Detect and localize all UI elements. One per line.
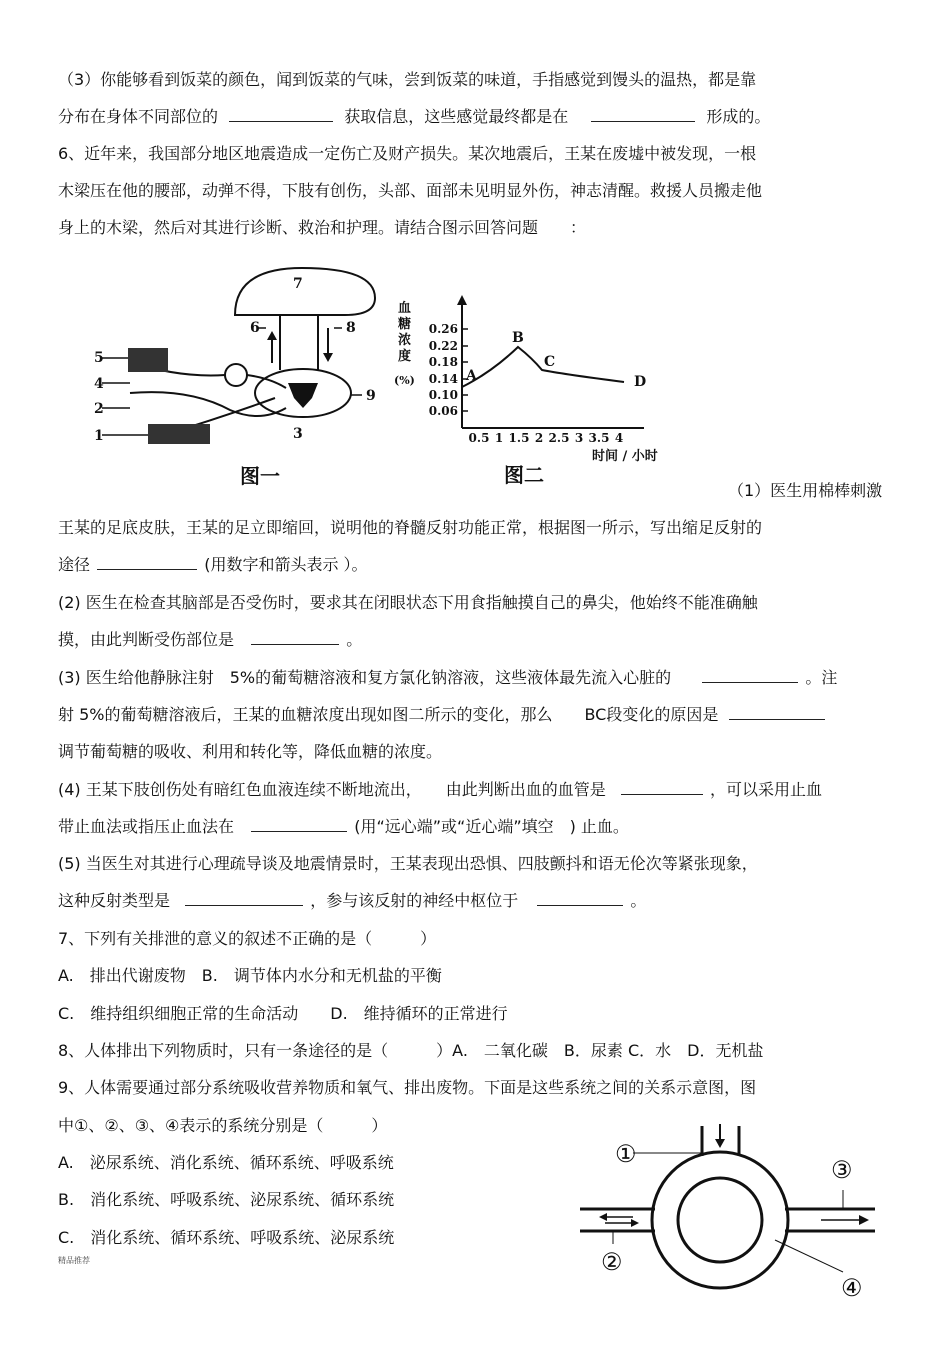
skin-receptor-block [128, 348, 168, 372]
text: 。 [346, 630, 363, 649]
text: (用“远心端”或“近心端”填空 ) 止血。 [354, 817, 629, 836]
figure-reflex-arc [90, 258, 400, 493]
line-q7-options-ab: A. 排出代谢废物 B. 调节体内水分和无机盐的平衡 [58, 966, 442, 985]
line-q6-5q: (5) 当医生对其进行心理疏导谈及地震情景时，王某表现出恐惧、四肢颤抖和语无伦次等紧张现象， [58, 854, 758, 873]
line-q6-1-cont: 王某的足底皮肤，王某的足立即缩回，说明他的脊髓反射功能正常，根据图一所示，写出缩足反射的 [58, 518, 763, 537]
inner-ring [678, 1178, 762, 1262]
figure-blood-sugar-chart [392, 292, 712, 492]
line-q6-2-answer [58, 630, 362, 650]
fig2-ylabel-2: 浓 [398, 333, 412, 348]
fig1-label-4: 4 [94, 376, 104, 392]
answer-blank[interactable] [537, 891, 623, 906]
fig3-label-3: ③ [831, 1156, 853, 1184]
brain-shape [235, 268, 375, 315]
fig3-label-1: ① [615, 1140, 637, 1168]
fig2-ylabel-3: 度 [398, 349, 412, 364]
answer-blank[interactable] [591, 107, 695, 122]
fig2-ylabel-0: 血 [398, 301, 412, 316]
figure-system-diagram [575, 1120, 895, 1310]
answer-blank[interactable] [729, 705, 825, 720]
answer-blank[interactable] [702, 668, 798, 683]
xtick: 2 [534, 431, 544, 445]
ytick: 0.10 [428, 388, 458, 402]
point-label-b: B [512, 330, 524, 346]
point-label-d: D [634, 374, 647, 390]
text: 这种反射类型是 [58, 891, 171, 910]
line-q6-3-end: 调节葡萄糖的吸收、利用和转化等，降低血糖的浓度。 [58, 742, 443, 761]
answer-blank[interactable] [251, 817, 347, 832]
line-q6-2: 木梁压在他的腰部，动弹不得，下肢有创伤，头部、面部未见明显外伤，神志清醒。救援人员搬走他 [58, 181, 763, 200]
line-q6-3q [58, 668, 837, 688]
line-q6-2q: (2) 医生在检查其脑部是否受伤时，要求其在闭眼状态下用食指触摸自己的鼻尖，他始终不能准确触 [58, 593, 758, 612]
answer-blank[interactable] [185, 891, 303, 906]
fig1-label-2: 2 [94, 401, 104, 417]
muscle-effector-block [148, 424, 210, 444]
ytick: 0.26 [428, 322, 458, 336]
fig1-label-8: 8 [346, 320, 356, 336]
fig2-caption: 图二 [504, 463, 544, 487]
fig2-xlabel: 时间 / 小时 [592, 449, 658, 464]
grey-matter [288, 383, 318, 408]
blood-sugar-curve [462, 347, 624, 387]
line-q7: 7、下列有关排泄的意义的叙述不正确的是（ ） [58, 929, 437, 948]
text: 分布在身体不同部位的 [58, 107, 219, 126]
line-q7-options-cd: C. 维持组织细胞正常的生命活动 D. 维持循环的正常进行 [58, 1004, 508, 1023]
line-q9-option-b: B. 消化系统、呼吸系统、泌尿系统、循环系统 [58, 1190, 395, 1209]
line-q9-option-a: A. 泌尿系统、消化系统、循环系统、呼吸系统 [58, 1153, 394, 1172]
fig1-caption: 图一 [240, 464, 280, 488]
ytick: 0.14 [428, 372, 458, 386]
line-q6: 6、近年来，我国部分地区地震造成一定伤亡及财产损失。某次地震后，王某在废墟中被发现，一根 [58, 144, 757, 163]
fig2-ylabel-1: 糖 [398, 317, 412, 332]
text: (3) 医生给他静脉注射 5%的葡萄糖溶液和复方氯化钠溶液，这些液体最先流入心脏的 [58, 668, 672, 687]
line-q6-4-cont [58, 817, 629, 837]
fig2-ylabel-4: (%) [394, 374, 415, 387]
text: 形成的。 [706, 107, 771, 126]
xtick: 3.5 [588, 431, 610, 445]
ytick: 0.18 [428, 355, 458, 369]
outer-ring [652, 1152, 788, 1288]
line-q3: （3）你能够看到饭菜的颜色，闻到饭菜的气味，尝到饭菜的味道，手指感觉到馒头的温热，都是靠 [58, 70, 757, 89]
xtick: 1.5 [508, 431, 530, 445]
answer-blank[interactable] [97, 555, 197, 570]
line-q6-5-answer [58, 891, 646, 911]
point-label-c: C [544, 354, 556, 370]
fig1-label-1: 1 [94, 428, 104, 444]
text: ，可以采用止血 [709, 780, 822, 799]
text: 获取信息，这些感觉最终都是在 [344, 107, 569, 126]
text: 带止血法或指压止血法在 [58, 817, 235, 836]
line-q3-cont [58, 107, 770, 127]
xtick: 2.5 [548, 431, 570, 445]
line-q6-4q [58, 780, 822, 800]
text: 途径 [58, 555, 91, 574]
answer-blank[interactable] [621, 780, 703, 795]
ytick: 0.22 [428, 339, 458, 353]
xtick: 1 [494, 431, 504, 445]
page-footer: 精品推荐 [58, 1256, 90, 1265]
text: 摸，由此判断受伤部位是 [58, 630, 235, 649]
line-q6-3: 身上的木梁，然后对其进行诊断、救治和护理。请结合图示回答问题 ： [58, 218, 587, 237]
line-q9-option-c: C. 消化系统、循环系统、呼吸系统、泌尿系统 [58, 1228, 395, 1247]
fig3-label-2: ② [601, 1248, 623, 1276]
text: (用数字和箭头表示 ）。 [204, 555, 368, 574]
line-q9: 9、人体需要通过部分系统吸收营养物质和氧气、排出废物。下面是这些系统之间的关系示意图，图 [58, 1078, 757, 1097]
text: 。注 [805, 668, 838, 687]
fig1-label-9: 9 [366, 388, 376, 404]
point-label-a: A [466, 368, 477, 384]
fig1-label-3: 3 [293, 426, 303, 442]
ytick: 0.06 [428, 404, 458, 418]
text: 。 [630, 891, 647, 910]
answer-blank[interactable] [251, 630, 339, 645]
line-q6-1-answer [58, 555, 368, 575]
fig1-label-5: 5 [94, 350, 104, 366]
fig1-label-6: 6 [250, 320, 260, 336]
xtick: 0.5 [468, 431, 490, 445]
ganglion-circle [225, 364, 247, 386]
text: (4) 王某下肢创伤处有暗红色血液连续不断地流出， 由此判断出血的血管是 [58, 780, 606, 799]
xtick: 3 [574, 431, 584, 445]
answer-blank[interactable] [229, 107, 333, 122]
text: ，参与该反射的神经中枢位于 [310, 891, 519, 910]
line-q6-3-cont [58, 705, 825, 725]
line-q8: 8、人体排出下列物质时，只有一条途径的是（ ）A. 二氧化碳 B．尿素 C．水 D．无机盐 [58, 1041, 764, 1060]
line-q6-1: （1）医生用棉棒刺激 [728, 481, 883, 500]
xtick: 4 [614, 431, 624, 445]
fig3-label-4: ④ [841, 1274, 863, 1302]
fig1-label-7: 7 [293, 276, 303, 292]
text: 射 5%的葡萄糖溶液后，王某的血糖浓度出现如图二所示的变化，那么 BC段变化的原因是 [58, 705, 719, 724]
line-q9-cont: 中①、②、③、④表示的系统分别是（ ） [58, 1116, 388, 1135]
